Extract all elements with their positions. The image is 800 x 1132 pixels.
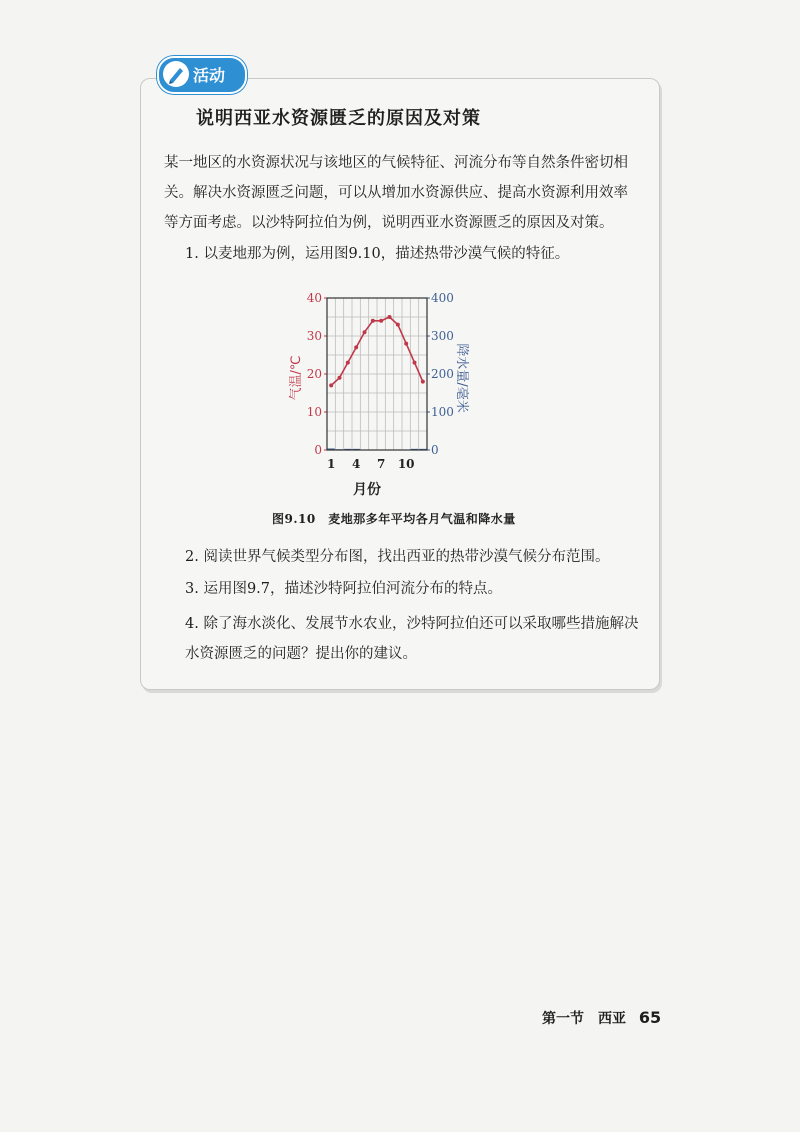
y-right-tick-label: 100 bbox=[431, 405, 454, 419]
y-right-tick-label: 300 bbox=[431, 329, 454, 343]
temperature-point bbox=[346, 361, 350, 365]
temperature-point bbox=[413, 361, 417, 365]
x-tick-label: 1 bbox=[326, 457, 336, 471]
temperature-point bbox=[371, 319, 375, 323]
pencil-icon bbox=[163, 61, 189, 87]
climate-chart bbox=[270, 282, 530, 504]
y-right-label: 降水量/毫米 bbox=[454, 343, 469, 413]
temperature-point bbox=[354, 345, 358, 349]
question-1: 1. 以麦地那为例，运用图9.10，描述热带沙漠气候的特征。 bbox=[185, 246, 570, 262]
y-left-tick-label: 40 bbox=[306, 291, 322, 305]
activity-badge bbox=[157, 56, 247, 94]
badge-label: 活动 bbox=[193, 66, 226, 85]
y-left-tick-label: 30 bbox=[306, 329, 322, 343]
temperature-point bbox=[421, 380, 425, 384]
temperature-point bbox=[363, 330, 367, 334]
section-label: 第一节 西亚 bbox=[542, 1011, 626, 1027]
y-right-tick-label: 200 bbox=[431, 367, 454, 381]
x-tick-label: 10 bbox=[397, 457, 415, 471]
figure-caption: 图9.10 麦地那多年平均各月气温和降水量 bbox=[272, 512, 516, 526]
page-number: 65 bbox=[638, 1008, 662, 1027]
temperature-point bbox=[338, 376, 342, 380]
temperature-point bbox=[396, 323, 400, 327]
y-right-tick-label: 0 bbox=[431, 443, 439, 457]
temperature-point bbox=[329, 383, 333, 387]
temperature-point bbox=[388, 315, 392, 319]
x-tick-label: 4 bbox=[351, 457, 361, 471]
x-axis-label: 月份 bbox=[353, 482, 381, 498]
question-4: 4. 除了海水淡化、发展节水农业，沙特阿拉伯还可以采取哪些措施解决水资源匮乏的问题？提出你的建议。 bbox=[185, 616, 639, 662]
temperature-point bbox=[379, 319, 383, 323]
axis-ticks bbox=[307, 291, 454, 471]
x-tick-label: 7 bbox=[376, 457, 386, 471]
question-3: 3. 运用图9.7，描述沙特阿拉伯河流分布的特点。 bbox=[185, 581, 503, 597]
page-footer bbox=[542, 1008, 661, 1028]
y-left-tick-label: 0 bbox=[314, 443, 322, 457]
y-left-tick-label: 10 bbox=[306, 405, 322, 419]
y-left-label: 气温/℃ bbox=[289, 355, 304, 401]
temperature-point bbox=[404, 342, 408, 346]
y-right-tick-label: 400 bbox=[431, 291, 454, 305]
y-left-tick-label: 20 bbox=[306, 367, 322, 381]
intro-paragraph: 某一地区的水资源状况与该地区的气候特征、河流分布等自然条件密切相关。解决水资源匮乏问题，可以从增加水资源供应、提高水资源利用效率等方面考虑。以沙特阿拉伯为例，说明西亚水资源匮乏的原因及对策。 bbox=[164, 155, 628, 231]
activity-title: 说明西亚水资源匮乏的原因及对策 bbox=[196, 108, 481, 129]
question-2: 2. 阅读世界气候类型分布图，找出西亚的热带沙漠气候分布范围。 bbox=[185, 549, 610, 565]
